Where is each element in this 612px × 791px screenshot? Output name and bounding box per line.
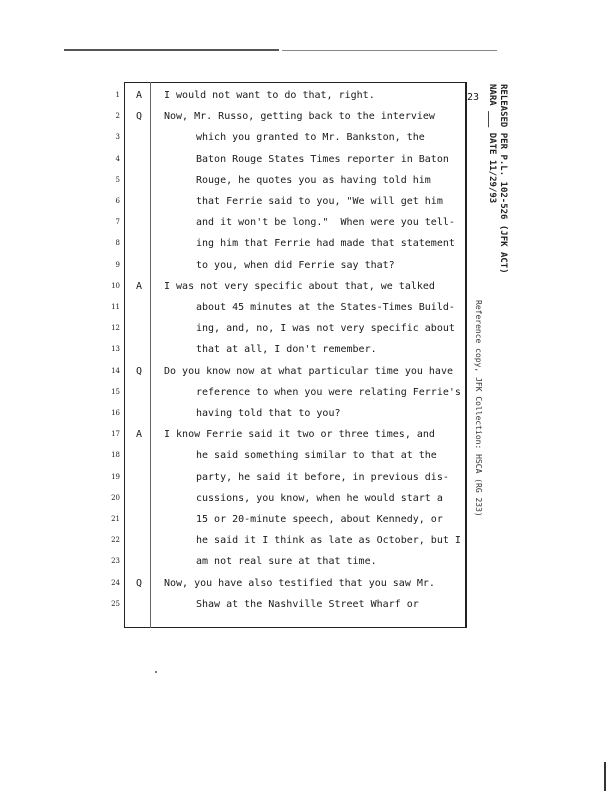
speaker-marker: A (136, 280, 143, 292)
transcript-line: he said it I think as late as October, but I (196, 535, 461, 547)
top-rule (64, 49, 279, 51)
line-number: 9 (115, 260, 120, 269)
line-number: 21 (111, 515, 120, 523)
line-number: 6 (115, 197, 120, 205)
transcript-line: party, he said it before, in previous dis- (196, 471, 449, 483)
transcript-line: and it won't be long." When were you tell- (196, 217, 455, 229)
speaker-marker: A (136, 429, 143, 441)
line-number: 8 (115, 239, 120, 248)
speaker-marker: Q (136, 577, 143, 589)
release-stamp (486, 84, 508, 274)
line-number: 16 (111, 409, 120, 417)
transcript-line: Now, you have also testified that you saw Mr. (164, 577, 435, 589)
transcript-line: which you granted to Mr. Bankston, the (196, 132, 425, 144)
scan-speck (155, 671, 157, 673)
transcript-line: to you, when did Ferrie say that? (196, 259, 395, 271)
scan-edge-mark (604, 762, 606, 791)
transcript-line: that at all, I don't remember. (196, 344, 377, 356)
release-stamp-line-1: RELEASED PER P.L. 102-526 (JFK ACT) (498, 84, 508, 274)
line-number: 12 (111, 324, 120, 333)
line-number: 19 (111, 472, 120, 481)
line-number: 13 (111, 345, 120, 354)
transcript-line: am not real sure at that time. (196, 556, 377, 568)
transcript-line: Shaw at the Nashville Street Wharf or (196, 598, 419, 610)
release-stamp-line-2: NARA ___ DATE 11/29/93 (487, 84, 497, 204)
line-number: 20 (111, 493, 120, 502)
transcript-line: Baton Rouge States Times reporter in Baton (196, 153, 449, 165)
reference-copy-note: Reference copy, JFK Collection: HSCA (RG 233) (474, 300, 483, 517)
line-number: 5 (115, 175, 120, 184)
transcript-line: Do you know now at what particular time you have (164, 365, 453, 377)
transcript-line: about 45 minutes at the States-Times Build- (196, 302, 455, 313)
line-number: 18 (111, 451, 120, 460)
transcript-line: that Ferrie said to you, "We will get him (196, 196, 443, 207)
line-number: 4 (115, 154, 120, 163)
line-number: 3 (115, 133, 120, 142)
line-number: 2 (115, 112, 120, 121)
transcript-line: 15 or 20-minute speech, about Kennedy, or (196, 514, 443, 525)
speaker-marker: Q (136, 365, 143, 377)
line-number: 7 (115, 218, 120, 227)
transcript-line: Now, Mr. Russo, getting back to the interview (164, 111, 435, 123)
transcript-line: he said something similar to that at the (196, 450, 437, 462)
top-rule-secondary (282, 50, 497, 51)
transcript-line: I would not want to do that, right. (164, 90, 375, 101)
transcript-line: reference to when you were relating Ferrie's (196, 386, 461, 398)
line-number: 1 (115, 91, 120, 99)
page-number: 23 (467, 92, 480, 103)
margin-rule (150, 82, 151, 628)
transcript-line: cussions, you know, when he would start a (196, 492, 443, 504)
line-number: 14 (111, 366, 120, 375)
line-number: 17 (111, 430, 120, 439)
line-number: 11 (111, 303, 120, 311)
speaker-marker: Q (136, 111, 143, 123)
line-number: 22 (111, 536, 120, 545)
transcript-line: ing, and, no, I was not very specific about (196, 323, 455, 335)
transcript-line: Rouge, he quotes you as having told him (196, 174, 431, 186)
line-number: 25 (111, 599, 120, 608)
transcript-line: I know Ferrie said it two or three times, and (164, 429, 435, 441)
speaker-marker: A (136, 90, 143, 101)
line-number: 24 (111, 578, 120, 587)
line-number: 10 (111, 281, 120, 290)
transcript-line: having told that to you? (196, 408, 341, 419)
line-number: 23 (111, 557, 120, 566)
transcript-line: I was not very specific about that, we talked (164, 280, 435, 292)
transcript-line: ing him that Ferrie had made that statement (196, 238, 455, 250)
line-number: 15 (111, 387, 120, 396)
